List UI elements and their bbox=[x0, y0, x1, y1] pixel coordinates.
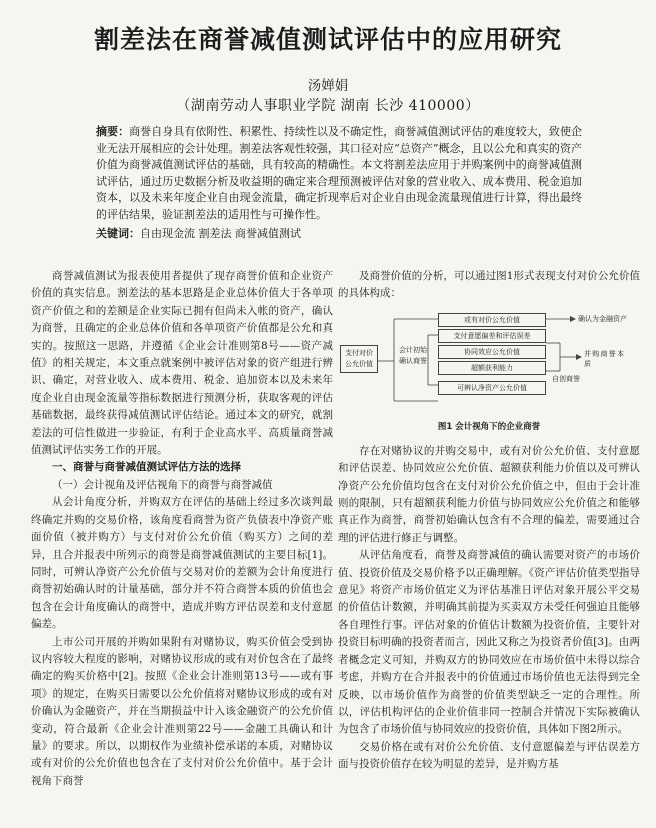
left-column bbox=[31, 268, 333, 790]
subsection-heading: （一）会计视角及评估视角下的商誉与商誉减值 bbox=[52, 478, 273, 491]
financial-asset-label: 确认为金融资产 bbox=[578, 314, 627, 323]
figure-1 bbox=[338, 309, 636, 413]
paragraph: 及商誉价值的分析，可以通过图1形式表现支付对价公允价值的具体构成： bbox=[338, 270, 640, 300]
paragraph: 交易价格在或有对价公允价值、支付意愿偏差与评估误差方面与投资价值存在较为明显的差异，是并购方基 bbox=[338, 740, 640, 771]
figure-item: 超额获利能力 bbox=[438, 361, 546, 375]
paper-title: 割差法在商誉减值测试评估中的应用研究 bbox=[93, 25, 562, 54]
paragraph: 存在对赌协议的并购交易中，或有对价公允价值、支付意愿和评估误差、协同效应公允价值、超额获利能力价值以及可辨认净资产公允价值均包含在支付对价公允价值之中，但由于会计准则的限制，只有超额获利能力价值与协同效应公允价值之和能够真正作为商誉，商誉初始确认包含有不合理的偏差，需要通过合理的评估进行修正与调整。 bbox=[338, 444, 640, 544]
figure-item: 支付意愿偏差和评估误差 bbox=[438, 329, 546, 343]
payment-fair-value-box: 支付对价 公允价值 bbox=[340, 345, 378, 373]
paragraph: 上市公司开展的并购如果附有对赌协议，购买价值会受到协议内容较大程度的影响，对赌协议形成的或有对价包含在了最终确定的购买价格中[2]。按照《企业会计准则第13号——或有事项》的规定，在购买日需要以公允价值将对赌协议形成的或有对价确认为金融资产，并在当期损益中计入该金融资产的公允价值变动，符合最新《企业会计准则第22号——金融工具确认和计量》的要求。所以，以期权作为业绩补偿承诺的本质，对赌协议或有对价的公允价值也包含在了支付对价公允价值中。基于会计视角下商誉 bbox=[31, 635, 333, 787]
paragraph: 商誉减值测试为报表使用者提供了现存商誉价值和企业资产价值的真实信息。割差法的基本思路是企业总体价值大于各单项资产价值之和的差额是企业实际已拥有但尚未入帐的资产，确认为商誉，且确定的企业总体价值和各单项资产价值都是公允和真实的。按照这一思路，并遵循《企业会计准则第8号——资产减值》的相关规定，本文重点就案例中被评估对象的资产组进行辨识、确定，对营业收入、成本费用、税金、追加资本以及未来年度企业自由现金流量等指标数据进行预测分析，获取客观的评估基础数据，最终获得减值测试评估结论。通过本文的研究，就割差法的可信性做进一步验证，有利于企业高水平、高质量商誉减值测试评估实务工作的开展。 bbox=[31, 270, 333, 457]
keywords bbox=[96, 226, 582, 243]
abstract-block bbox=[96, 124, 582, 242]
section-heading: 一、商誉与商誉减值测试评估方法的选择 bbox=[52, 461, 241, 474]
initial-goodwill-label: 会计初始 确认商誉 bbox=[399, 345, 427, 365]
figure-caption: 图1 会计视角下的企业商誉 bbox=[437, 421, 541, 432]
abstract-label: 摘要： bbox=[96, 125, 130, 138]
figure-item: 或有对价公允价值 bbox=[438, 313, 546, 327]
paragraph: 从评估角度看，商誉及商誉减值的确认需要对资产的市场价值、投资价值及交易价格予以正确理解。《资产评估价值类型指导意见》将资产市场价值定义为评估基准日评估对象开展公平交易的价值估计数额，并明确其前提为买卖双方未受任何强迫且能够各自理性行事。评估对象的价值估计数额为投资价值，主要针对投资目标明确的投资者而言，因此又称之为投资者价值[3]。由两者概念定义可知，并购双方的协同效应在市场价值中未得以综合考虑，并购方在合并报表中的价值通过市场价值也无法得到完全反映，以市场价值作为商誉的价值类型缺乏一定的合理性。所以，评估机构评估的企业价值非同一控制合并情况下实际被确认为包含了市场价值与协同效应的投资价值，具体如下图2所示。 bbox=[338, 549, 640, 736]
right-column bbox=[338, 268, 640, 774]
abstract-text: 商誉自身具有依附性、积累性、持续性以及不确定性，商誉减值测试评估的难度较大，致使企业无法开展相应的会计处理。割差法客观性较强，其口径对应“总资产”概念，且以公允和真实的资产价值为商誉减值测试评估的基础，具有较高的精确性。本文将割差法应用于并购案例中的商誉减值测试评估，通过历史数据分析及收益期的确定来合理预测被评估对象的营业收入、成本费用、税金追加资本，以及未来年度企业自由现金流量，确定折现率后对企业自由现金流量现值进行计算，得出最终的评估结果，验证割差法的适用性与可操作性。 bbox=[96, 125, 582, 221]
affiliation: （湖南劳动人事职业学院 湖南 长沙 410000） bbox=[176, 98, 480, 114]
self-created-goodwill-label: 自创商誉 bbox=[552, 374, 580, 383]
keywords-text: 自由现金流 割差法 商誉减值测试 bbox=[140, 226, 301, 240]
figure-item: 可辨认净资产公允价值 bbox=[438, 381, 546, 395]
goodwill-essence-label: 并购商誉本质 bbox=[584, 349, 624, 368]
paragraph: 从会计角度分析，并购双方在评估的基础上经过多次谈判最终确定并购的交易价格，该角度看商誉为资产负债表中净资产账面价值（被并购方）与支付对价公允价值（购买方）之间的差异，且合并报表中所列示的商誉是商誉减值测试的主要目标[1]。同时，可辨认净资产公允价值与交易对价的差额为会计角度进行商誉初始确认时的计量基础，部分并不符合商誉本质的价值也会包含在会计角度确认的商誉中，造成并购方评估误差和支付意愿偏差。 bbox=[31, 496, 333, 631]
abstract bbox=[96, 124, 582, 224]
keywords-label: 关键词： bbox=[96, 226, 140, 240]
figure-item: 协同效应公允价值 bbox=[438, 345, 546, 359]
author: 汤婵娟 bbox=[307, 78, 349, 94]
